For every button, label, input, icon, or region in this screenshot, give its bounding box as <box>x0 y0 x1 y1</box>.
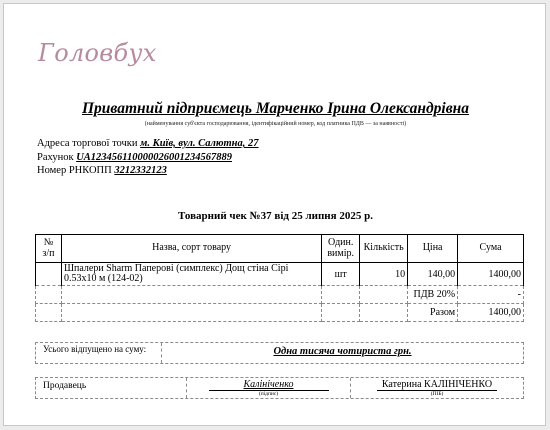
vat-value: - <box>458 286 524 304</box>
vat-label: ПДВ 20% <box>408 286 458 304</box>
empty-cell <box>36 304 62 322</box>
seller-label: Продавець <box>43 381 87 391</box>
total-released-box <box>35 342 524 364</box>
address-label: Адреса торгової точки <box>37 138 138 149</box>
item-unit: шт <box>322 263 360 286</box>
item-name: Шпалери Sharm Паперові (симплекс) Дощ стіна Сірі 0.53х10 м (124-02) <box>61 263 321 286</box>
total-value: 1400,00 <box>458 304 524 322</box>
account-label: Рахунок <box>37 152 74 163</box>
signature-caption: (підпис) <box>209 390 329 397</box>
table-row-vat <box>36 286 524 304</box>
col-header-unit-line2: вимір. <box>327 247 355 259</box>
table-row-total <box>36 304 524 322</box>
col-header-name: Назва, сорт товару <box>61 235 321 263</box>
col-header-sum: Сума <box>458 235 524 263</box>
item-num <box>36 263 62 286</box>
col-header-num-line1: № <box>43 237 54 248</box>
entrepreneur-name: Приватний підприємець Марченко Ірина Олександрівна <box>81 100 470 117</box>
receipt-sheet <box>3 3 546 426</box>
goods-table <box>35 234 524 322</box>
col-header-price: Ціна <box>408 235 458 263</box>
address-value: м. Київ, вул. Салютна, 27 <box>140 138 259 149</box>
seller-name-cell <box>350 378 523 398</box>
account-line <box>37 152 232 163</box>
col-header-qty: Кількість <box>360 235 408 263</box>
account-value: UA123456110000026001234567889 <box>76 152 232 163</box>
seller-signature: Калініченко <box>243 379 294 390</box>
seller-box <box>35 377 524 399</box>
receipt-title: Товарний чек №37 від 25 липня 2025 р. <box>178 210 373 222</box>
total-released-value: Одна тисяча чотириста грн. <box>161 343 523 363</box>
seller-signature-cell <box>186 378 350 398</box>
col-header-num-line2: з/п <box>42 247 55 259</box>
seller-name: Катерина КАЛІНІЧЕНКО <box>381 379 493 390</box>
logo: Головбух <box>38 39 157 67</box>
item-sum: 1400,00 <box>458 263 524 286</box>
item-price: 140,00 <box>408 263 458 286</box>
name-caption: (ПІБ) <box>377 390 497 397</box>
table-header-row <box>36 235 524 263</box>
item-qty: 10 <box>360 263 408 286</box>
total-released-label: Усього відпущено на суму: <box>43 344 147 354</box>
rnkopp-line <box>37 165 167 176</box>
empty-cell <box>36 286 62 304</box>
empty-cell <box>61 304 321 322</box>
col-header-num <box>36 235 62 263</box>
table-row <box>36 263 524 286</box>
empty-cell <box>322 304 360 322</box>
empty-cell <box>61 286 321 304</box>
entrepreneur-note: (найменування суб'єкта господарювання, ідентифікаційний номер, код платника ПДВ — за наявності) <box>144 121 407 127</box>
rnkopp-value: 3212332123 <box>114 165 167 176</box>
address-line <box>37 138 259 149</box>
total-label: Разом <box>408 304 458 322</box>
empty-cell <box>322 286 360 304</box>
col-header-unit <box>322 235 360 263</box>
col-header-unit-line1: Один. <box>327 237 354 248</box>
rnkopp-label: Номер РНКОПП <box>37 165 112 176</box>
empty-cell <box>360 286 408 304</box>
empty-cell <box>360 304 408 322</box>
